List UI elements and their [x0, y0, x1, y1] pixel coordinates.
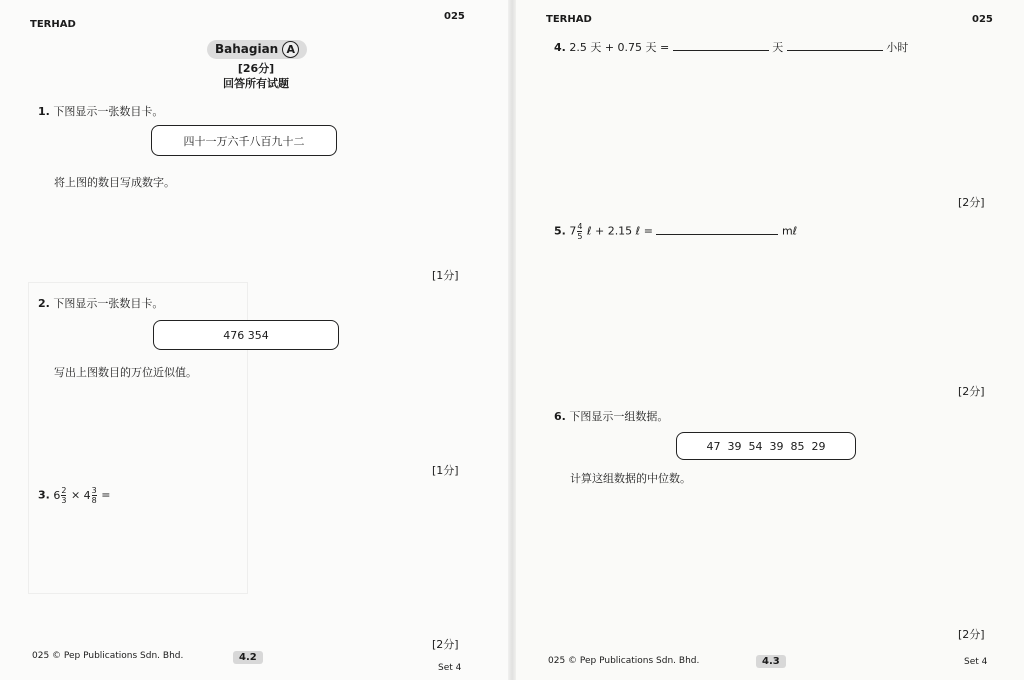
- numerator: 2: [61, 486, 67, 495]
- question-4: [554, 39, 908, 55]
- classification-label: TERHAD: [546, 14, 592, 25]
- unit: mℓ: [781, 224, 798, 238]
- question-number: 2.: [38, 297, 50, 310]
- marks-label: [1分]: [432, 269, 459, 282]
- whole-part: 6: [53, 488, 61, 502]
- question-number: 4.: [554, 41, 566, 54]
- unit-days: 天: [772, 41, 784, 54]
- number-card: 四十一万六千八百九十二: [151, 125, 337, 156]
- question-5: [554, 222, 797, 241]
- expression: 2.5 天 + 0.75 天 =: [569, 41, 670, 54]
- mixed-number-2: [83, 486, 102, 505]
- marks-label: [2分]: [958, 385, 985, 398]
- denominator: 8: [91, 496, 97, 505]
- instruction: 回答所有试题: [223, 77, 289, 90]
- set-label: Set 4: [438, 663, 462, 673]
- mixed-number-1: [53, 486, 71, 505]
- paper-code: 025: [444, 11, 465, 22]
- section-label: Bahagian: [215, 42, 279, 56]
- set-label: Set 4: [964, 657, 988, 667]
- whole-part: 7: [569, 224, 577, 238]
- question-2: [38, 295, 163, 311]
- number-card: 476 354: [153, 320, 339, 350]
- book-gutter: [508, 0, 516, 680]
- marks-label: [2分]: [432, 638, 459, 651]
- answer-blank[interactable]: [656, 234, 778, 235]
- whole-part: 4: [83, 488, 91, 502]
- question-task: 将上图的数目写成数字。: [54, 176, 175, 189]
- question-number: 1.: [38, 105, 50, 118]
- footer-copyright: 025 © Pep Publications Sdn. Bhd.: [548, 656, 700, 666]
- section-letter: A: [282, 41, 299, 58]
- equals-sign: =: [101, 488, 111, 502]
- page-number: 4.3: [756, 655, 786, 668]
- paper-code: 025: [972, 14, 993, 25]
- question-task: 计算这组数据的中位数。: [570, 472, 691, 485]
- question-number: 3.: [38, 488, 50, 502]
- marks-total: [26分]: [237, 62, 275, 75]
- denominator: 3: [61, 496, 67, 505]
- footer-copyright: 025 © Pep Publications Sdn. Bhd.: [32, 651, 184, 661]
- fraction: [92, 486, 97, 505]
- section-badge: [207, 40, 307, 59]
- numerator: 3: [91, 486, 97, 495]
- operator: ×: [70, 488, 81, 502]
- question-number: 5.: [554, 224, 566, 238]
- question-6: [554, 408, 668, 424]
- question-text: 下图显示一组数据。: [569, 410, 669, 423]
- marks-label: [2分]: [958, 196, 985, 209]
- answer-blank-hours[interactable]: [787, 50, 883, 51]
- denominator: 5: [577, 232, 583, 241]
- expression: ℓ + 2.15 ℓ =: [586, 224, 653, 238]
- question-number: 6.: [554, 410, 566, 423]
- question-text: 下图显示一张数目卡。: [53, 105, 164, 118]
- fraction: [61, 486, 66, 505]
- classification-label: TERHAD: [30, 19, 76, 30]
- question-3: [38, 486, 110, 505]
- marks-label: [2分]: [958, 628, 985, 641]
- fraction: [577, 222, 582, 241]
- numerator: 4: [577, 222, 583, 231]
- page-number: 4.2: [233, 651, 263, 664]
- right-page: [512, 0, 1024, 680]
- question-text: 下图显示一张数目卡。: [53, 297, 164, 310]
- data-card: 47 39 54 39 85 29: [676, 432, 856, 460]
- question-task: 写出上图数目的万位近似值。: [54, 366, 197, 379]
- marks-label: [1分]: [432, 464, 459, 477]
- answer-blank-days[interactable]: [673, 50, 769, 51]
- question-1: [38, 103, 163, 119]
- unit-hours: 小时: [886, 41, 909, 54]
